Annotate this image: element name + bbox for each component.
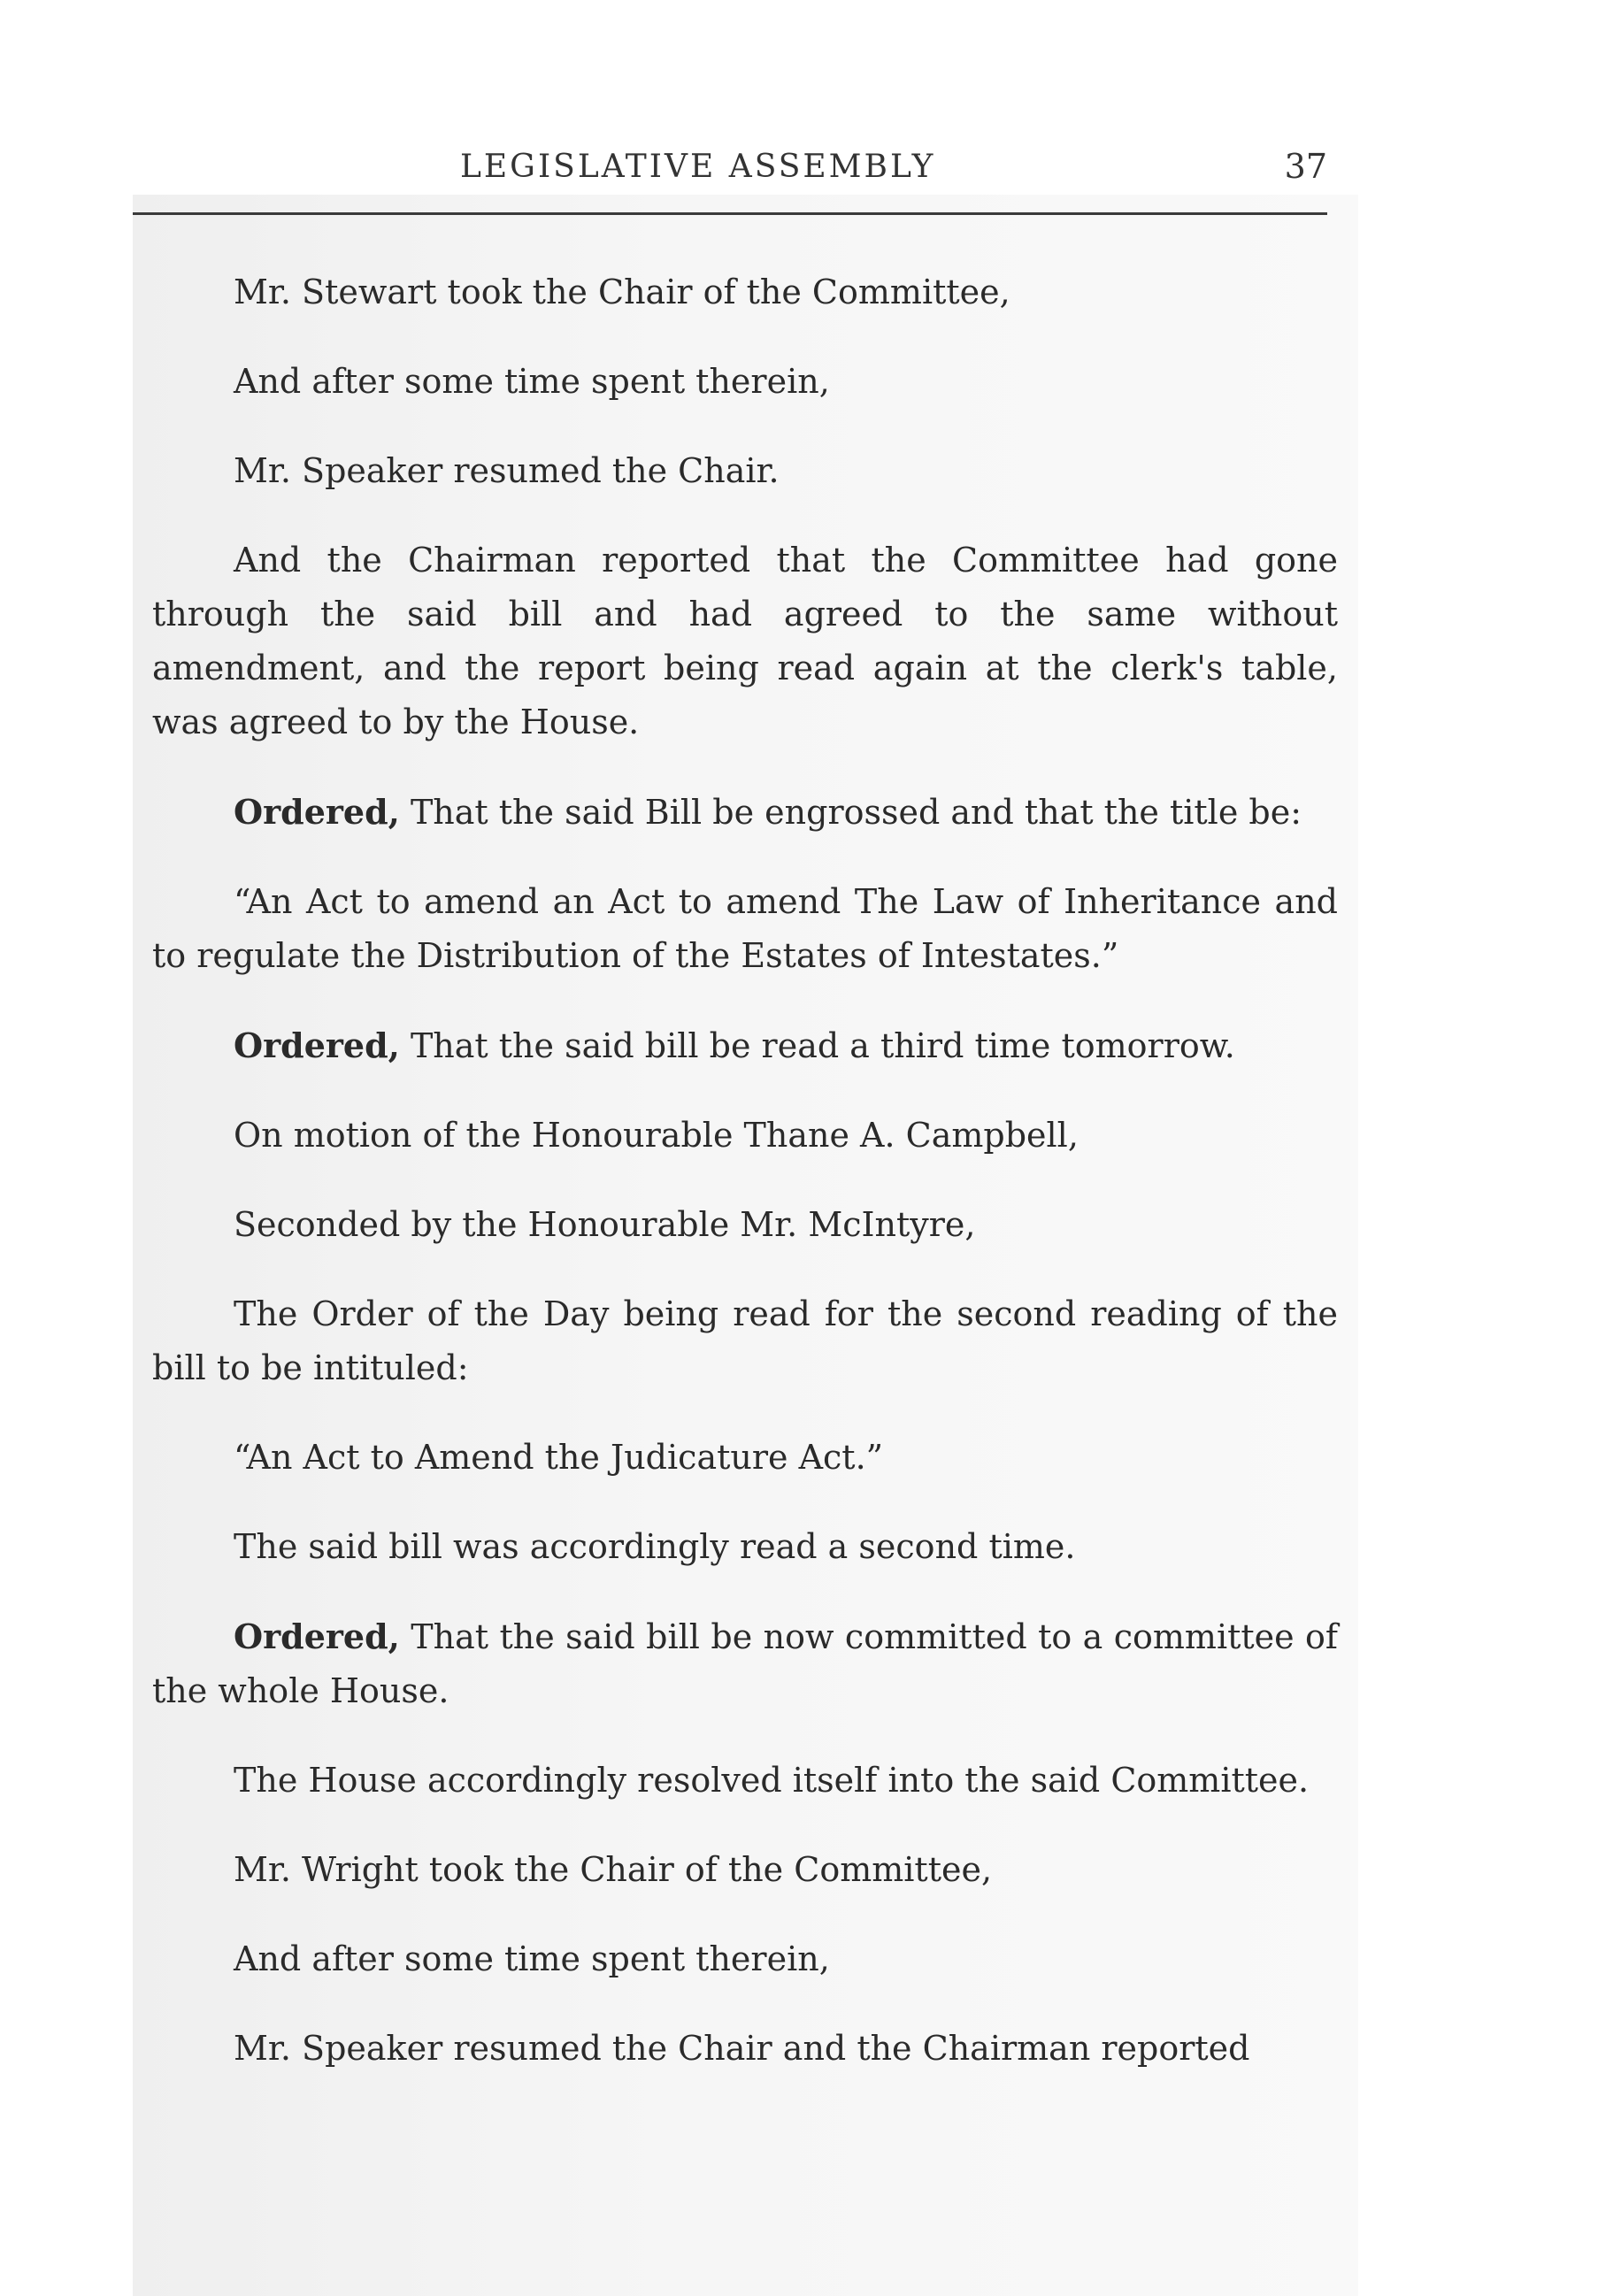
header-rule <box>133 212 1327 215</box>
paragraph-2: And after some time spent therein, <box>234 362 830 401</box>
paragraph-1: Mr. Stewart took the Chair of the Committee, <box>234 273 1010 311</box>
paragraph-6: “An Act to amend an Act to amend The Law of Inheritance and to regulate the Distribution of the Estates of Intestates.” <box>152 882 1338 975</box>
paragraph-15: Mr. Wright took the Chair of the Committee, <box>234 1850 993 1889</box>
running-header <box>133 142 1327 203</box>
paragraph-17: Mr. Speaker resumed the Chair and the Chairman reported <box>234 2029 1250 2068</box>
paragraph-3: Mr. Speaker resumed the Chair. <box>234 451 780 490</box>
ordered-label: Ordered, <box>234 1025 400 1065</box>
paragraph-14: The House accordingly resolved itself into the said Committee. <box>234 1761 1310 1800</box>
running-title: LEGISLATIVE ASSEMBLY <box>460 149 936 185</box>
paragraph-10: The Order of the Day being read for the second reading of the bill to be intituled: <box>152 1294 1338 1387</box>
paragraph-8: On motion of the Honourable Thane A. Campbell, <box>234 1116 1079 1155</box>
body-text <box>152 265 1338 2111</box>
paragraph-5: Ordered, That the said Bill be engrossed and that the title be: <box>234 792 1302 832</box>
paragraph-4: And the Chairman reported that the Committee had gone through the said bill and had agreed to the same without amendment, and the report being read again at the clerk's table, was agreed to by the House. <box>152 541 1338 741</box>
paragraph-13: Ordered, That the said bill be now committed to a committee of the whole House. <box>152 1616 1338 1710</box>
ordered-label: Ordered, <box>234 1616 400 1656</box>
paragraph-7: Ordered, That the said bill be read a third time tomorrow. <box>234 1025 1235 1065</box>
paragraph-12: The said bill was accordingly read a second time. <box>234 1527 1076 1566</box>
ordered-label: Ordered, <box>234 792 400 832</box>
paragraph-16: And after some time spent therein, <box>234 1939 830 1978</box>
page-number: 37 <box>1284 147 1327 186</box>
paragraph-11: “An Act to Amend the Judicature Act.” <box>234 1438 884 1477</box>
paragraph-9: Seconded by the Honourable Mr. McIntyre, <box>234 1205 976 1244</box>
